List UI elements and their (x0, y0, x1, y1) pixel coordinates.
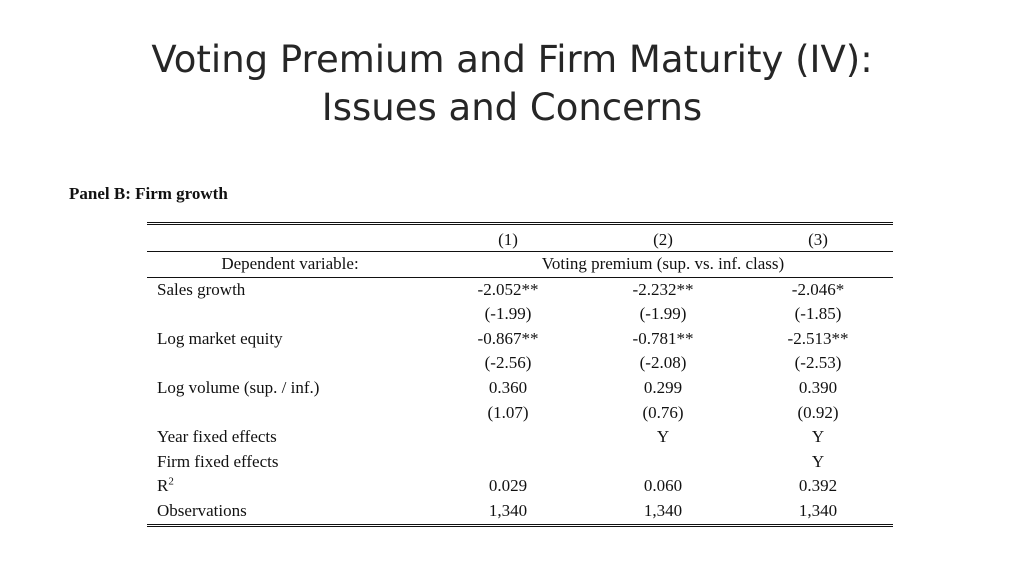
cell-col2: Y (656, 427, 670, 447)
cell-col3: -2.513** (787, 328, 849, 348)
row-label: Log volume (sup. / inf.) (157, 377, 320, 397)
table-row (147, 302, 893, 327)
cell-col1: (-2.56) (484, 353, 532, 373)
cell-col3: Y (811, 427, 825, 447)
row-label (147, 351, 433, 376)
dependent-variable-value: Voting premium (sup. vs. inf. class) (433, 252, 893, 278)
column-number-1: (1) (498, 230, 518, 249)
cell-col1: 0.360 (488, 377, 528, 397)
row-label-r-squared (147, 474, 433, 499)
cell-col3: (-2.53) (794, 353, 842, 373)
cell-col3: (0.92) (797, 402, 839, 422)
slide-title-line-1: Voting Premium and Firm Maturity (IV): (151, 38, 873, 81)
table-row (147, 450, 893, 475)
cell-col3: 1,340 (743, 499, 893, 525)
cell-col3: 0.392 (798, 476, 838, 496)
table-row (147, 474, 893, 499)
dependent-variable-row (147, 252, 893, 278)
table-row (147, 277, 893, 302)
table-row (147, 376, 893, 401)
cell-col1: -2.052** (477, 279, 539, 299)
cell-col2: 0.060 (643, 476, 683, 496)
panel-label: Panel B: Firm growth (69, 184, 228, 203)
cell-col2: -2.232** (632, 279, 694, 299)
cell-col1: (1.07) (487, 402, 529, 422)
cell-col3: Y (811, 451, 825, 471)
cell-col2 (583, 450, 743, 475)
regression-table (147, 222, 893, 527)
cell-col2: (-1.99) (639, 304, 687, 324)
cell-col3: (-1.85) (794, 304, 842, 324)
cell-col1: (-1.99) (484, 304, 532, 324)
cell-col1: 1,340 (433, 499, 583, 525)
cell-col3: -2.046* (791, 279, 845, 299)
row-label (147, 302, 433, 327)
cell-col1: 0.029 (488, 476, 528, 496)
cell-col2: -0.781** (632, 328, 694, 348)
row-label: Firm fixed effects (157, 451, 279, 471)
column-number-2: (2) (653, 230, 673, 249)
cell-col2: (0.76) (642, 402, 684, 422)
cell-col1 (433, 425, 583, 450)
cell-col3: 0.390 (798, 377, 838, 397)
column-number-blank (147, 229, 433, 252)
slide-title-line-2: Issues and Concerns (321, 86, 703, 129)
table-top-rule (147, 222, 893, 229)
cell-col2: (-2.08) (639, 353, 687, 373)
table-row (147, 401, 893, 426)
row-label (147, 401, 433, 426)
table-row (147, 425, 893, 450)
cell-col1 (433, 450, 583, 475)
row-label: Year fixed effects (157, 427, 277, 447)
cell-col2: 0.299 (643, 377, 683, 397)
row-label: Sales growth (157, 279, 246, 299)
cell-col2: 1,340 (583, 499, 743, 525)
r-squared-exponent: 2 (168, 475, 174, 488)
column-number-3: (3) (808, 230, 828, 249)
regression-table-grid (147, 229, 893, 527)
table-row (147, 327, 893, 352)
table-row (147, 351, 893, 376)
r-squared-base: R (157, 476, 169, 496)
slide-title (0, 36, 1024, 132)
cell-col1: -0.867** (477, 328, 539, 348)
column-number-row (147, 229, 893, 252)
row-label: Observations (147, 499, 433, 525)
row-label: Log market equity (157, 328, 283, 348)
dependent-variable-label: Dependent variable: (147, 252, 433, 278)
table-row (147, 499, 893, 525)
